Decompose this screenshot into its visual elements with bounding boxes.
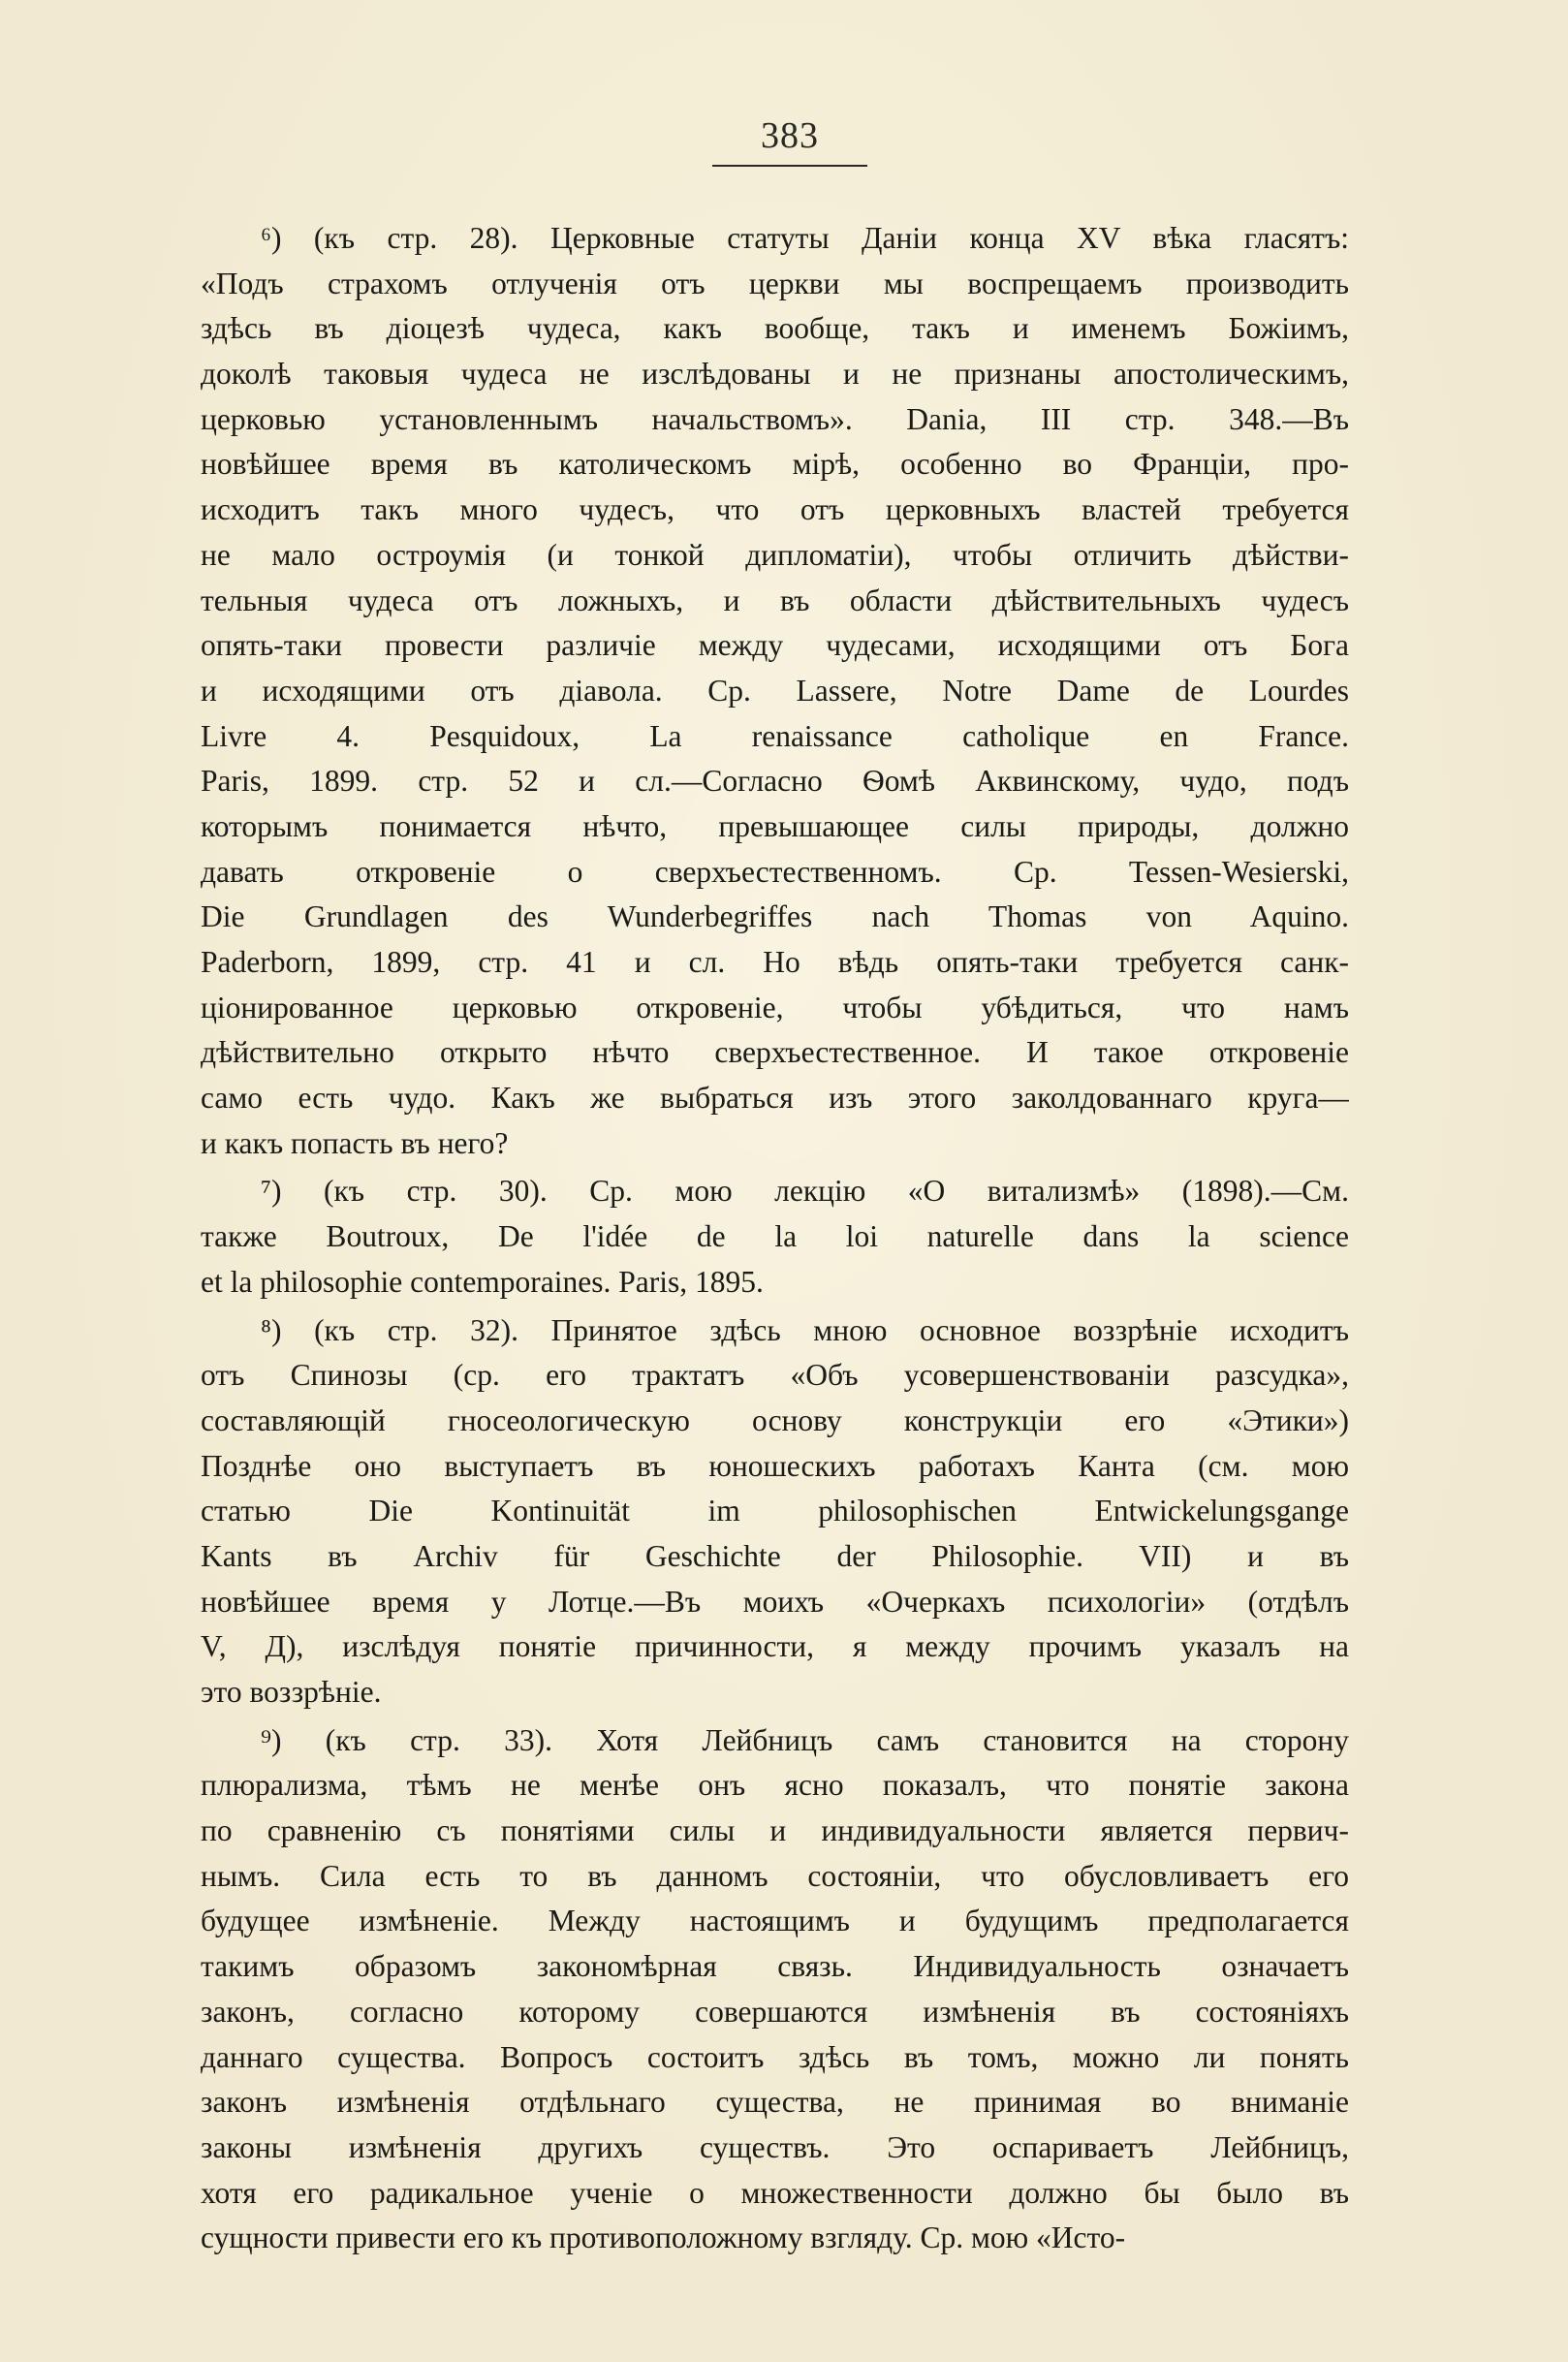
footnote-line: хотя его радикальное ученіе о множественности должно бы было въ [201,2175,1349,2210]
footnote-line: давать откровеніе о сверхъестественномъ. Ср. Tessen-Wesierski, [201,854,1349,889]
footnote-line: само есть чудо. Какъ же выбраться изъ этого заколдованнаго круга— [201,1081,1349,1116]
footnote-line: по сравненію съ понятіями силы и индивидуальности является первич- [201,1813,1349,1848]
footnote-8 [201,1308,1349,1716]
footnote-9 [201,1718,1349,2261]
footnote-line: не мало остроумія (и тонкой дипломатіи), чтобы отличить дѣйстви- [201,537,1349,572]
footnote-line: новѣйшее время у Лотце.—Въ моихъ «Очеркахъ психологіи» (отдѣлъ [201,1584,1349,1619]
footnote-line: церковью установленнымъ начальствомъ». Dania, III стр. 348.—Въ [201,401,1349,436]
footnote-line: такимъ образомъ закономѣрная связь. Индивидуальность означаетъ [201,1949,1349,1984]
footnote-6 [201,216,1349,1166]
footnote-line: отъ Спинозы (ср. его трактатъ «Объ усовершенствованіи разсудка», [201,1358,1349,1393]
footnote-line: и исходящими отъ діавола. Ср. Lassere, Notre Dame de Lourdes [201,673,1349,708]
footnote-line: et la philosophie contemporaines. Paris, 1895. [201,1264,764,1299]
footnote-line: Die Grundlagen des Wunderbegriffes nach Thomas von Aquino. [201,899,1349,934]
page-number-container [712,114,867,157]
footnote-line: опять-таки провести различіе между чудесами, исходящими отъ Бога [201,628,1349,663]
page-number: 383 [761,115,819,156]
footnote-line: «Подъ страхомъ отлученія отъ церкви мы воспрещаемъ производить [201,266,1349,300]
footnote-line: доколѣ таковыя чудеса не изслѣдованы и не признаны апостолическимъ, [201,357,1349,392]
footnote-line: законъ, согласно которому совершаются измѣненія въ состояніяхъ [201,1994,1349,2029]
footnote-line: и какъ попасть въ него? [201,1125,509,1160]
footnote-line: V, Д), изслѣдуя понятіе причинности, я между прочимъ указалъ на [201,1629,1349,1664]
footnotes-block [201,216,1349,2261]
footnote-line: статью Die Kontinuität im philosophischen Entwickelungsgange [201,1494,1349,1528]
footnote-line: Позднѣе оно выступаетъ въ юношескихъ работахъ Канта (см. мою [201,1448,1349,1483]
footnote-line: законъ измѣненія отдѣльнаго существа, не принимая во вниманіе [201,2085,1349,2120]
footnote-line: здѣсь въ діоцезѣ чудеса, какъ вообще, такъ и именемъ Божіимъ, [201,311,1349,346]
footnote-line: это воззрѣніе. [201,1675,382,1709]
header-rule [712,165,867,167]
footnote-line: ⁷) (къ стр. 30). Ср. мою лекцію «О витализмѣ» (1898).—См. [261,1174,1349,1209]
footnote-line: ⁶) (къ стр. 28). Церковные статуты Даніи конца XV вѣка гласятъ: [261,221,1349,255]
footnote-line: даннаго существа. Вопросъ состоитъ здѣсь въ томъ, можно ли понять [201,2039,1349,2074]
footnote-line: Paderborn, 1899, стр. 41 и сл. Но вѣдь опять-таки требуется санк- [201,945,1349,979]
footnote-line: Livre 4. Pesquidoux, La renaissance catholique en France. [201,718,1349,753]
footnote-line: исходитъ такъ много чудесъ, что отъ церковныхъ властей требуется [201,492,1349,527]
footnote-7 [201,1169,1349,1305]
footnote-line: плюрализма, тѣмъ не менѣе онъ ясно показалъ, что понятіе закона [201,1768,1349,1803]
footnote-line: нымъ. Сила есть то въ данномъ состояніи, что обусловливаетъ его [201,1858,1349,1893]
footnote-line: законы измѣненія другихъ существъ. Это оспариваетъ Лейбницъ, [201,2129,1349,2164]
footnote-line: Paris, 1899. стр. 52 и сл.—Согласно Ѳомѣ Аквинскому, чудо, подъ [201,764,1349,799]
footnote-line: ⁹) (къ стр. 33). Хотя Лейбницъ самъ становится на сторону [261,1722,1349,1757]
footnote-line: тельныя чудеса отъ ложныхъ, и въ области дѣйствительныхъ чудесъ [201,583,1349,617]
footnote-line: дѣйствительно открыто нѣчто сверхъестественное. И такое откровеніе [201,1035,1349,1070]
footnote-line: ⁸) (къ стр. 32). Принятое здѣсь мною основное воззрѣніе исходитъ [261,1312,1349,1347]
footnote-line: составляющій гносеологическую основу конструкціи его «Этики») [201,1402,1349,1437]
footnote-line: новѣйшее время въ католическомъ мірѣ, особенно во Франціи, про- [201,447,1349,482]
footnote-line: Kants въ Archiv für Geschichte der Philosophie. VII) и въ [201,1538,1349,1573]
footnote-line: ціонированное церковью откровеніе, чтобы убѣдиться, что намъ [201,990,1349,1024]
footnote-line: которымъ понимается нѣчто, превышающее силы природы, должно [201,808,1349,843]
footnote-line: также Boutroux, De l'idée de la loi naturelle dans la science [201,1219,1349,1254]
footnote-line: сущности привести его къ противоположному взгляду. Ср. мою «Исто- [201,2220,1126,2255]
footnote-line: будущее измѣненіе. Между настоящимъ и будущимъ предполагается [201,1904,1349,1938]
